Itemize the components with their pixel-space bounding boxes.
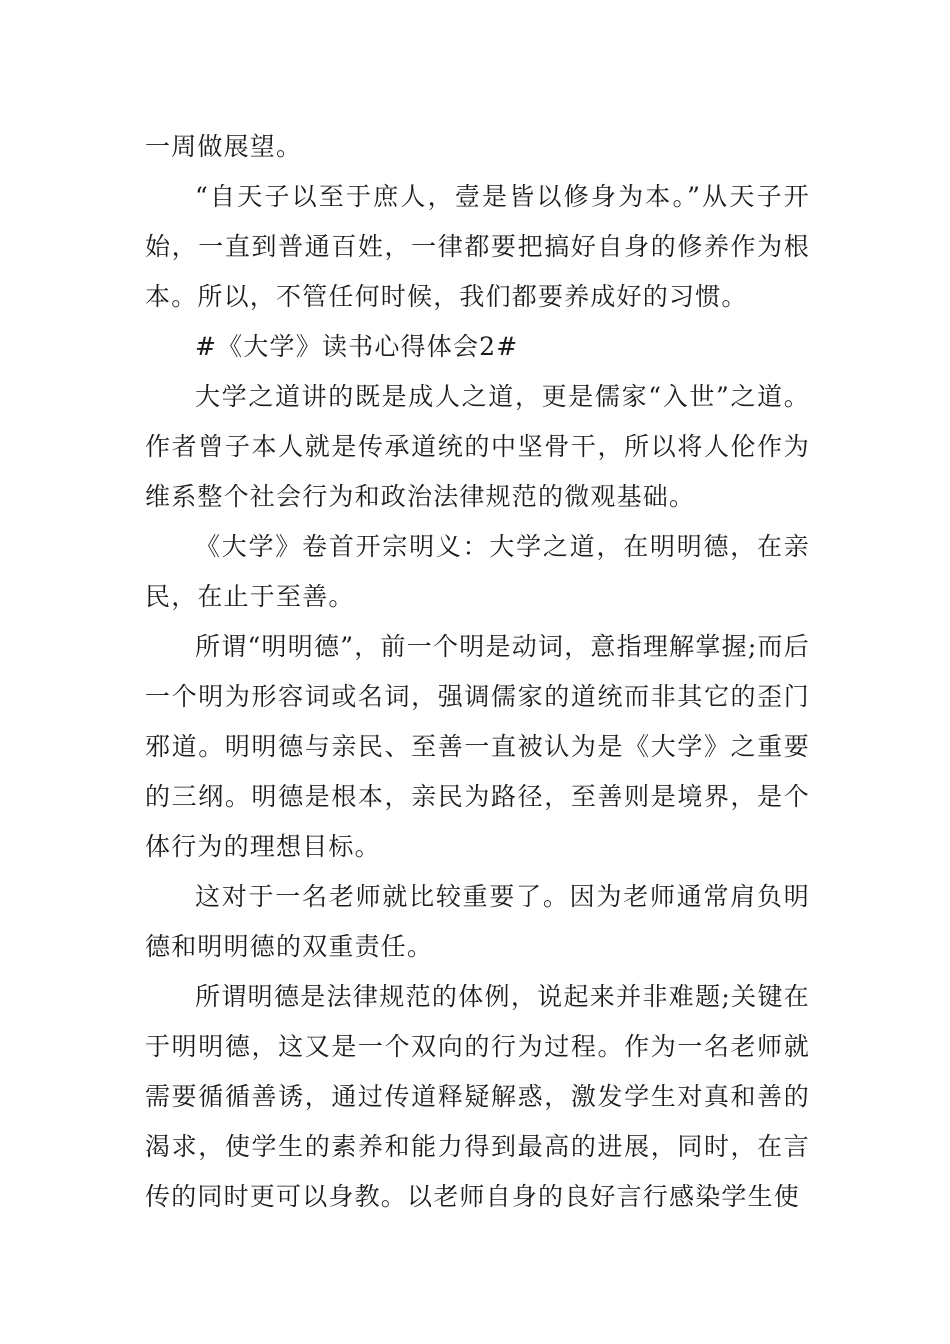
paragraph-quote-self-cultivation: “自天子以至于庶人，壹是皆以修身为本。”从天子开始，一直到普通百姓，一律都要把搞好自身的修养作为根本。所以，不管任何时候，我们都要养成好的习惯。: [145, 182, 810, 311]
paragraph-opening-statement: 《大学》卷首开宗明义：大学之道，在明明德，在亲民，在止于至善。: [145, 532, 810, 611]
paragraph-continuation: 一周做展望。: [145, 132, 303, 161]
paragraph-teacher-guidance: 所谓明德是法律规范的体例，说起来并非难题;关键在于明明德，这又是一个双向的行为过程。作为一名老师就需要循循善诱，通过传道释疑解惑，激发学生对真和善的渴求，使学生的素养和能力得到最高的进展，同时，在言传的同时更可以身教。以老师自身的良好言行感染学生使: [145, 982, 810, 1211]
paragraph-way-of-great-learning: 大学之道讲的既是成人之道，更是儒家“入世”之道。作者曾子本人就是传承道统的中坚骨干，所以将人伦作为维系整个社会行为和政治法律规范的微观基础。: [145, 382, 810, 511]
paragraph-teacher-responsibility: 这对于一名老师就比较重要了。因为老师通常肩负明德和明明德的双重责任。: [145, 882, 810, 961]
document-body: [145, 122, 810, 1222]
section-heading: #《大学》读书心得体会2#: [195, 332, 519, 361]
paragraph-ming-ming-de: 所谓“明明德”，前一个明是动词，意指理解掌握;而后一个明为形容词或名词，强调儒家的道统而非其它的歪门邪道。明明德与亲民、至善一直被认为是《大学》之重要的三纲。明德是根本，亲民为路径，至善则是境界，是个体行为的理想目标。: [145, 632, 810, 861]
